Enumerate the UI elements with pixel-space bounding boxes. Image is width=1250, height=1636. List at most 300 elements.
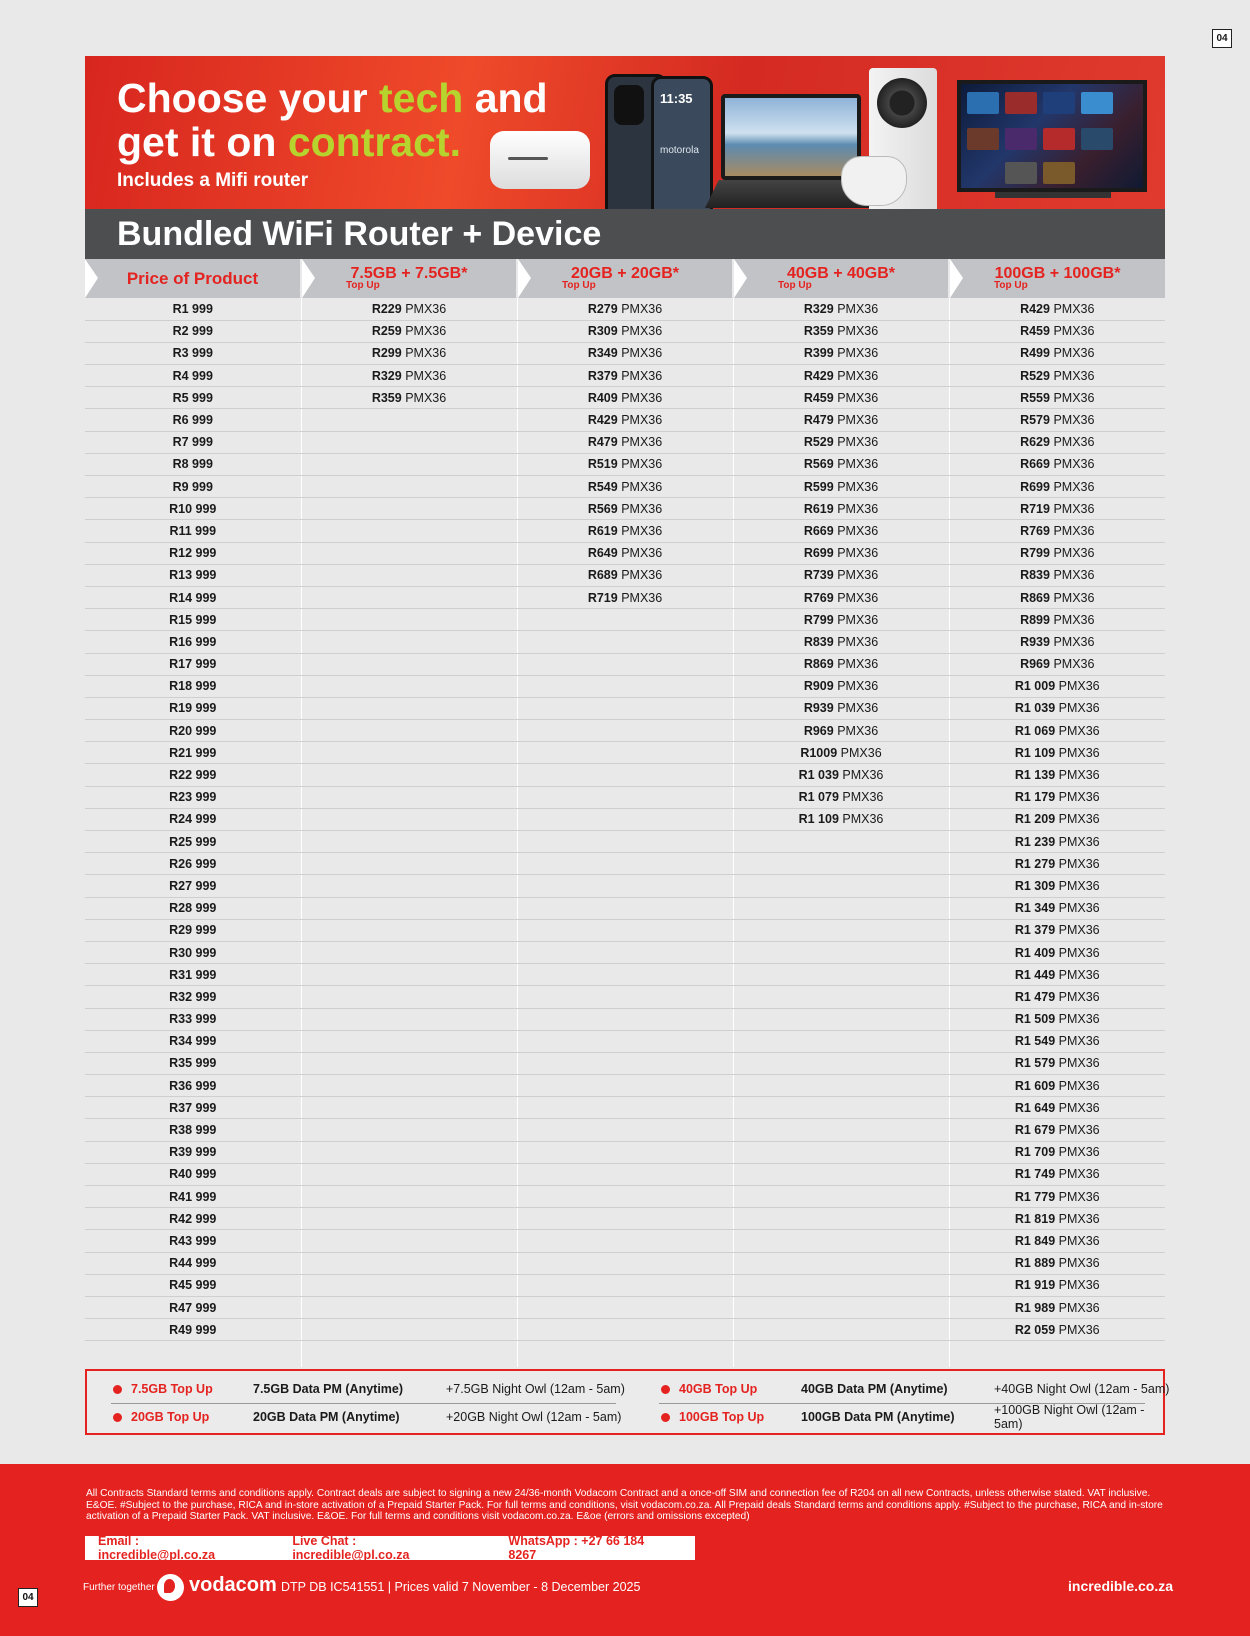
table-row [85,1119,1165,1141]
term-suffix: PMX36 [1053,568,1095,583]
monthly-price-value: R719 [587,590,618,605]
monthly-price-value: R359 [803,324,834,339]
monthly-price-cell [301,675,517,697]
product-price-cell: R35 999 [85,1052,301,1074]
monthly-price-cell [301,808,517,830]
term-suffix: PMX36 [1058,989,1100,1004]
monthly-price-cell [733,320,949,342]
product-price-cell: R19 999 [85,697,301,719]
monthly-price-value: R329 [803,301,834,316]
monthly-price-value: R1 509 [1014,1012,1056,1027]
monthly-price-cell [949,1274,1165,1296]
table-row [85,1008,1165,1030]
whatsapp-link[interactable]: WhatsApp : +27 66 184 8267 [508,1534,645,1562]
monthly-price-value: R1 009 [1014,679,1056,694]
term-suffix: PMX36 [1053,501,1095,516]
monthly-price-value: R329 [371,368,402,383]
monthly-price-cell [733,1274,949,1296]
monthly-price-cell [949,298,1165,320]
monthly-price-value: R1 139 [1014,768,1056,783]
product-price-cell: R37 999 [85,1097,301,1119]
phone-front-image: 11:35 motorola [651,76,713,209]
product-price-cell: R49 999 [85,1319,301,1341]
monthly-price-cell [301,298,517,320]
monthly-price-cell [949,631,1165,653]
column-header [949,259,1165,298]
monthly-price-value: R479 [587,435,618,450]
monthly-price-value: R1 819 [1014,1211,1056,1226]
legend-data: 20GB Data PM (Anytime) [253,1410,400,1424]
product-price-cell: R29 999 [85,919,301,941]
table-row [85,1141,1165,1163]
table-row [85,1208,1165,1230]
monthly-price-value: R599 [803,479,834,494]
product-price-cell: R11 999 [85,520,301,542]
monthly-price-cell [301,520,517,542]
monthly-price-value: R1 849 [1014,1233,1056,1248]
monthly-price-value: R399 [803,346,834,361]
monthly-price-cell [517,342,733,364]
table-row [85,831,1165,853]
monthly-price-value: R1 379 [1014,923,1056,938]
monthly-price-cell [733,742,949,764]
term-suffix: PMX36 [621,413,663,428]
table-row [85,342,1165,364]
live-chat-link[interactable]: Live Chat : incredible@pl.co.za [292,1534,410,1562]
monthly-price-value: R359 [371,390,402,405]
monthly-price-cell [517,808,733,830]
product-price-cell: R1 999 [85,298,301,320]
term-suffix: PMX36 [837,679,879,694]
monthly-price-cell [949,720,1165,742]
term-suffix: PMX36 [1053,390,1095,405]
product-price-cell: R17 999 [85,653,301,675]
legend-night: +20GB Night Owl (12am - 5am) [446,1410,622,1424]
table-row [85,764,1165,786]
table-row [85,1052,1165,1074]
monthly-price-value: R909 [803,679,834,694]
monthly-price-cell [733,431,949,453]
monthly-price-cell [949,320,1165,342]
monthly-price-cell [517,609,733,631]
monthly-price-cell [733,1097,949,1119]
monthly-price-value: R499 [1020,346,1050,361]
website-link[interactable]: incredible.co.za [1068,1578,1174,1594]
monthly-price-cell [733,919,949,941]
term-suffix: PMX36 [1053,457,1095,472]
monthly-price-cell [301,564,517,586]
monthly-price-cell [949,365,1165,387]
brand-name: vodacom [189,1574,277,1596]
empty-cell [733,1341,949,1367]
term-suffix: PMX36 [1058,1012,1100,1027]
monthly-price-value: R1 649 [1014,1100,1056,1115]
controller-image [841,156,907,206]
monthly-price-cell [517,498,733,520]
email-link[interactable]: Email : incredible@pl.co.za [98,1534,216,1562]
legend-name: 7.5GB Top Up [131,1382,213,1396]
monthly-price-value: R769 [1020,523,1050,538]
promo-banner [85,56,1165,209]
monthly-price-cell [949,1119,1165,1141]
product-price-cell: R27 999 [85,875,301,897]
column-header-label: Price of Product [126,268,259,288]
legend-night: +100GB Night Owl (12am - 5am) [994,1403,1145,1431]
product-price-cell: R45 999 [85,1274,301,1296]
term-suffix: PMX36 [1053,657,1095,672]
monthly-price-cell [733,831,949,853]
monthly-price-value: R869 [1020,590,1050,605]
monthly-price-cell [733,1252,949,1274]
monthly-price-cell [517,742,733,764]
monthly-price-cell [733,853,949,875]
product-price-cell: R23 999 [85,786,301,808]
monthly-price-value: R569 [803,457,834,472]
product-price-cell: R25 999 [85,831,301,853]
monthly-price-cell [949,808,1165,830]
monthly-price-cell [517,1319,733,1341]
monthly-price-cell [949,542,1165,564]
term-suffix: PMX36 [1058,901,1100,916]
monthly-price-cell [517,1075,733,1097]
term-suffix: PMX36 [621,346,663,361]
monthly-price-cell [517,564,733,586]
monthly-price-value: R1 069 [1014,723,1056,738]
monthly-price-cell [517,853,733,875]
monthly-price-value: R1 579 [1014,1056,1056,1071]
monthly-price-value: R459 [1020,324,1050,339]
monthly-price-cell [949,1008,1165,1030]
table-row [85,1186,1165,1208]
monthly-price-value: R429 [1020,301,1050,316]
monthly-price-cell [733,808,949,830]
table-row [85,320,1165,342]
monthly-price-cell [733,653,949,675]
product-price-cell: R6 999 [85,409,301,431]
monthly-price-cell [949,697,1165,719]
term-suffix: PMX36 [1053,634,1095,649]
monthly-price-value: R619 [803,501,834,516]
term-suffix: PMX36 [842,790,884,805]
product-price-cell: R13 999 [85,564,301,586]
monthly-price-cell [301,1274,517,1296]
monthly-price-cell [517,653,733,675]
monthly-price-cell [733,875,949,897]
monthly-price-cell [733,453,949,475]
monthly-price-cell [949,853,1165,875]
term-suffix: PMX36 [1058,1123,1100,1138]
monthly-price-cell [949,941,1165,963]
term-suffix: PMX36 [621,568,663,583]
monthly-price-cell [949,1030,1165,1052]
legend-data: 7.5GB Data PM (Anytime) [253,1382,404,1396]
column-header-label: 7.5GB + 7.5GB* [350,265,468,282]
monthly-price-cell [517,320,733,342]
monthly-price-cell [733,1230,949,1252]
monthly-price-cell [301,831,517,853]
tv-image [957,80,1147,192]
monthly-price-cell [733,897,949,919]
monthly-price-cell [301,431,517,453]
monthly-price-value: R619 [587,523,618,538]
monthly-price-cell [517,387,733,409]
column-header [301,259,517,298]
term-suffix: PMX36 [837,390,879,405]
monthly-price-cell [949,453,1165,475]
monthly-price-value: R349 [587,346,618,361]
product-price-cell: R32 999 [85,986,301,1008]
column-header-sub: Top Up [778,280,812,291]
term-suffix: PMX36 [1058,812,1100,827]
terms-text: All Contracts Standard terms and conditions apply. Contract deals are subject to signing a new 24/36-month Vodacom Contract and a once-off SIM and connection fee of R204 on all new Contracts, unless otherwise stated. VAT inclusive. E&OE. #Subject to the purchase, RICA and in-store activation of a Prepaid Starter Pack. For full terms and conditions, visit vodacom.co.za. All Prepaid deals Standard terms and conditions apply. #Subject to the purchase, RICA and in-store activation of a Prepaid Starter Pack. VAT inclusive. E&OE. For full terms and conditions visit vodacom.co.za. E&oe (errors and omissions excepted) [86,1488,1163,1522]
monthly-price-value: R839 [1020,568,1050,583]
term-suffix: PMX36 [405,301,447,316]
monthly-price-value: R569 [587,501,618,516]
monthly-price-value: R1 179 [1014,790,1056,805]
monthly-price-cell [733,675,949,697]
term-suffix: PMX36 [1058,1167,1100,1182]
monthly-price-cell [949,1186,1165,1208]
monthly-price-cell [517,786,733,808]
term-suffix: PMX36 [1058,1056,1100,1071]
monthly-price-cell [517,764,733,786]
monthly-price-cell [517,1252,733,1274]
legend-item [113,1406,626,1428]
table-row [85,498,1165,520]
monthly-price-cell [733,1296,949,1318]
monthly-price-value: R519 [587,457,618,472]
product-price-cell: R16 999 [85,631,301,653]
monthly-price-cell [517,542,733,564]
table-row [85,453,1165,475]
monthly-price-cell [301,542,517,564]
term-suffix: PMX36 [621,301,663,316]
table-row [85,875,1165,897]
monthly-price-cell [517,631,733,653]
monthly-price-value: R1 919 [1014,1278,1056,1293]
product-price-cell: R30 999 [85,941,301,963]
term-suffix: PMX36 [837,546,879,561]
monthly-price-cell [949,764,1165,786]
table-row [85,298,1165,320]
monthly-price-value: R669 [1020,457,1050,472]
term-suffix: PMX36 [1058,768,1100,783]
term-suffix: PMX36 [1058,790,1100,805]
monthly-price-cell [949,964,1165,986]
table-row [85,1252,1165,1274]
legend-data: 40GB Data PM (Anytime) [801,1382,948,1396]
term-suffix: PMX36 [837,634,879,649]
table-body [85,298,1165,1367]
monthly-price-value: R1 989 [1014,1300,1056,1315]
monthly-price-cell [949,342,1165,364]
monthly-price-cell [949,1230,1165,1252]
monthly-price-value: R1 209 [1014,812,1056,827]
term-suffix: PMX36 [1058,1145,1100,1160]
monthly-price-cell [301,853,517,875]
monthly-price-cell [301,1186,517,1208]
product-price-cell: R39 999 [85,1141,301,1163]
monthly-price-cell [949,1141,1165,1163]
monthly-price-value: R629 [1020,435,1050,450]
monthly-price-cell [733,1163,949,1185]
monthly-price-value: R719 [1020,501,1050,516]
monthly-price-value: R1 679 [1014,1123,1056,1138]
monthly-price-cell [949,1097,1165,1119]
monthly-price-value: R869 [803,657,834,672]
monthly-price-cell [301,1030,517,1052]
monthly-price-cell [517,453,733,475]
column-header [733,259,949,298]
monthly-price-cell [301,631,517,653]
monthly-price-value: R699 [803,546,834,561]
product-price-cell: R4 999 [85,365,301,387]
column-header [85,259,301,298]
monthly-price-cell [733,941,949,963]
term-suffix: PMX36 [837,568,879,583]
product-price-cell: R47 999 [85,1296,301,1318]
monthly-price-cell [301,875,517,897]
legend-box [85,1369,1170,1435]
monthly-price-cell [301,919,517,941]
term-suffix: PMX36 [1058,1189,1100,1204]
monthly-price-cell [949,498,1165,520]
legend-data: 100GB Data PM (Anytime) [801,1410,955,1424]
monthly-price-value: R939 [1020,634,1050,649]
monthly-price-value: R529 [803,435,834,450]
column-header-label: 20GB + 20GB* [570,265,680,282]
term-suffix: PMX36 [1053,368,1095,383]
monthly-price-cell [517,476,733,498]
monthly-price-cell [949,1319,1165,1341]
table-row [85,720,1165,742]
page-number-top: 04 [1212,29,1232,48]
term-suffix: PMX36 [837,368,879,383]
monthly-price-cell [301,342,517,364]
monthly-price-cell [949,387,1165,409]
monthly-price-cell [949,586,1165,608]
term-suffix: PMX36 [1058,834,1100,849]
monthly-price-value: R2 059 [1014,1322,1056,1337]
monthly-price-cell [517,897,733,919]
monthly-price-cell [733,542,949,564]
monthly-price-cell [301,1075,517,1097]
table-row [85,897,1165,919]
bullet-icon [661,1385,670,1394]
term-suffix: PMX36 [837,324,879,339]
monthly-price-cell [949,1052,1165,1074]
term-suffix: PMX36 [1058,679,1100,694]
arrow-icon [518,259,531,298]
monthly-price-value: R1 309 [1014,878,1056,893]
column-header-sub: Top Up [346,280,380,291]
product-price-cell: R21 999 [85,742,301,764]
monthly-price-cell [517,431,733,453]
bullet-icon [113,1413,122,1422]
legend-item [113,1378,626,1400]
monthly-price-cell [301,742,517,764]
term-suffix: PMX36 [1058,967,1100,982]
monthly-price-cell [301,1008,517,1030]
term-suffix: PMX36 [837,701,879,716]
monthly-price-cell [301,1163,517,1185]
term-suffix: PMX36 [1053,523,1095,538]
monthly-price-cell [517,298,733,320]
monthly-price-cell [301,1252,517,1274]
monthly-price-cell [733,1052,949,1074]
term-suffix: PMX36 [1058,1233,1100,1248]
product-price-cell: R3 999 [85,342,301,364]
monthly-price-value: R229 [371,301,402,316]
monthly-price-cell [733,520,949,542]
monthly-price-cell [517,831,733,853]
table-row [85,653,1165,675]
term-suffix: PMX36 [1053,546,1095,561]
monthly-price-cell [949,1296,1165,1318]
pricing-table [85,259,1165,1367]
table-row [85,520,1165,542]
monthly-price-cell [733,609,949,631]
table-filler-row [85,1341,1165,1367]
table-row [85,476,1165,498]
monthly-price-cell [517,520,733,542]
monthly-price-value: R279 [587,301,618,316]
term-suffix: PMX36 [405,346,447,361]
table-row [85,675,1165,697]
product-price-cell: R8 999 [85,453,301,475]
term-suffix: PMX36 [842,812,884,827]
monthly-price-cell [949,786,1165,808]
term-suffix: PMX36 [1058,1300,1100,1315]
monthly-price-cell [301,498,517,520]
empty-cell [301,1341,517,1367]
monthly-price-cell [733,1141,949,1163]
monthly-price-cell [949,409,1165,431]
term-suffix: PMX36 [1058,945,1100,960]
monthly-price-cell [733,564,949,586]
table-row [85,564,1165,586]
monthly-price-value: R1 779 [1014,1189,1056,1204]
term-suffix: PMX36 [1058,1100,1100,1115]
term-suffix: PMX36 [621,479,663,494]
column-header-sub: Top Up [994,280,1028,291]
monthly-price-cell [301,1141,517,1163]
term-suffix: PMX36 [1053,346,1095,361]
term-suffix: PMX36 [1058,1034,1100,1049]
term-suffix: PMX36 [837,657,879,672]
table-row [85,1097,1165,1119]
monthly-price-cell [733,1075,949,1097]
term-suffix: PMX36 [837,590,879,605]
table-row [85,1274,1165,1296]
table-row [85,365,1165,387]
monthly-price-value: R549 [587,479,618,494]
monthly-price-cell [733,365,949,387]
legend-name: 40GB Top Up [679,1382,758,1396]
product-price-cell: R7 999 [85,431,301,453]
monthly-price-value: R1 079 [798,790,839,805]
column-header-label: 100GB + 100GB* [994,265,1121,282]
monthly-price-value: R1 549 [1014,1034,1056,1049]
empty-cell [949,1341,1165,1367]
monthly-price-cell [301,697,517,719]
monthly-price-cell [733,342,949,364]
monthly-price-cell [949,1252,1165,1274]
monthly-price-value: R259 [371,324,402,339]
table-row [85,542,1165,564]
term-suffix: PMX36 [837,301,879,316]
monthly-price-value: R1 109 [798,812,839,827]
